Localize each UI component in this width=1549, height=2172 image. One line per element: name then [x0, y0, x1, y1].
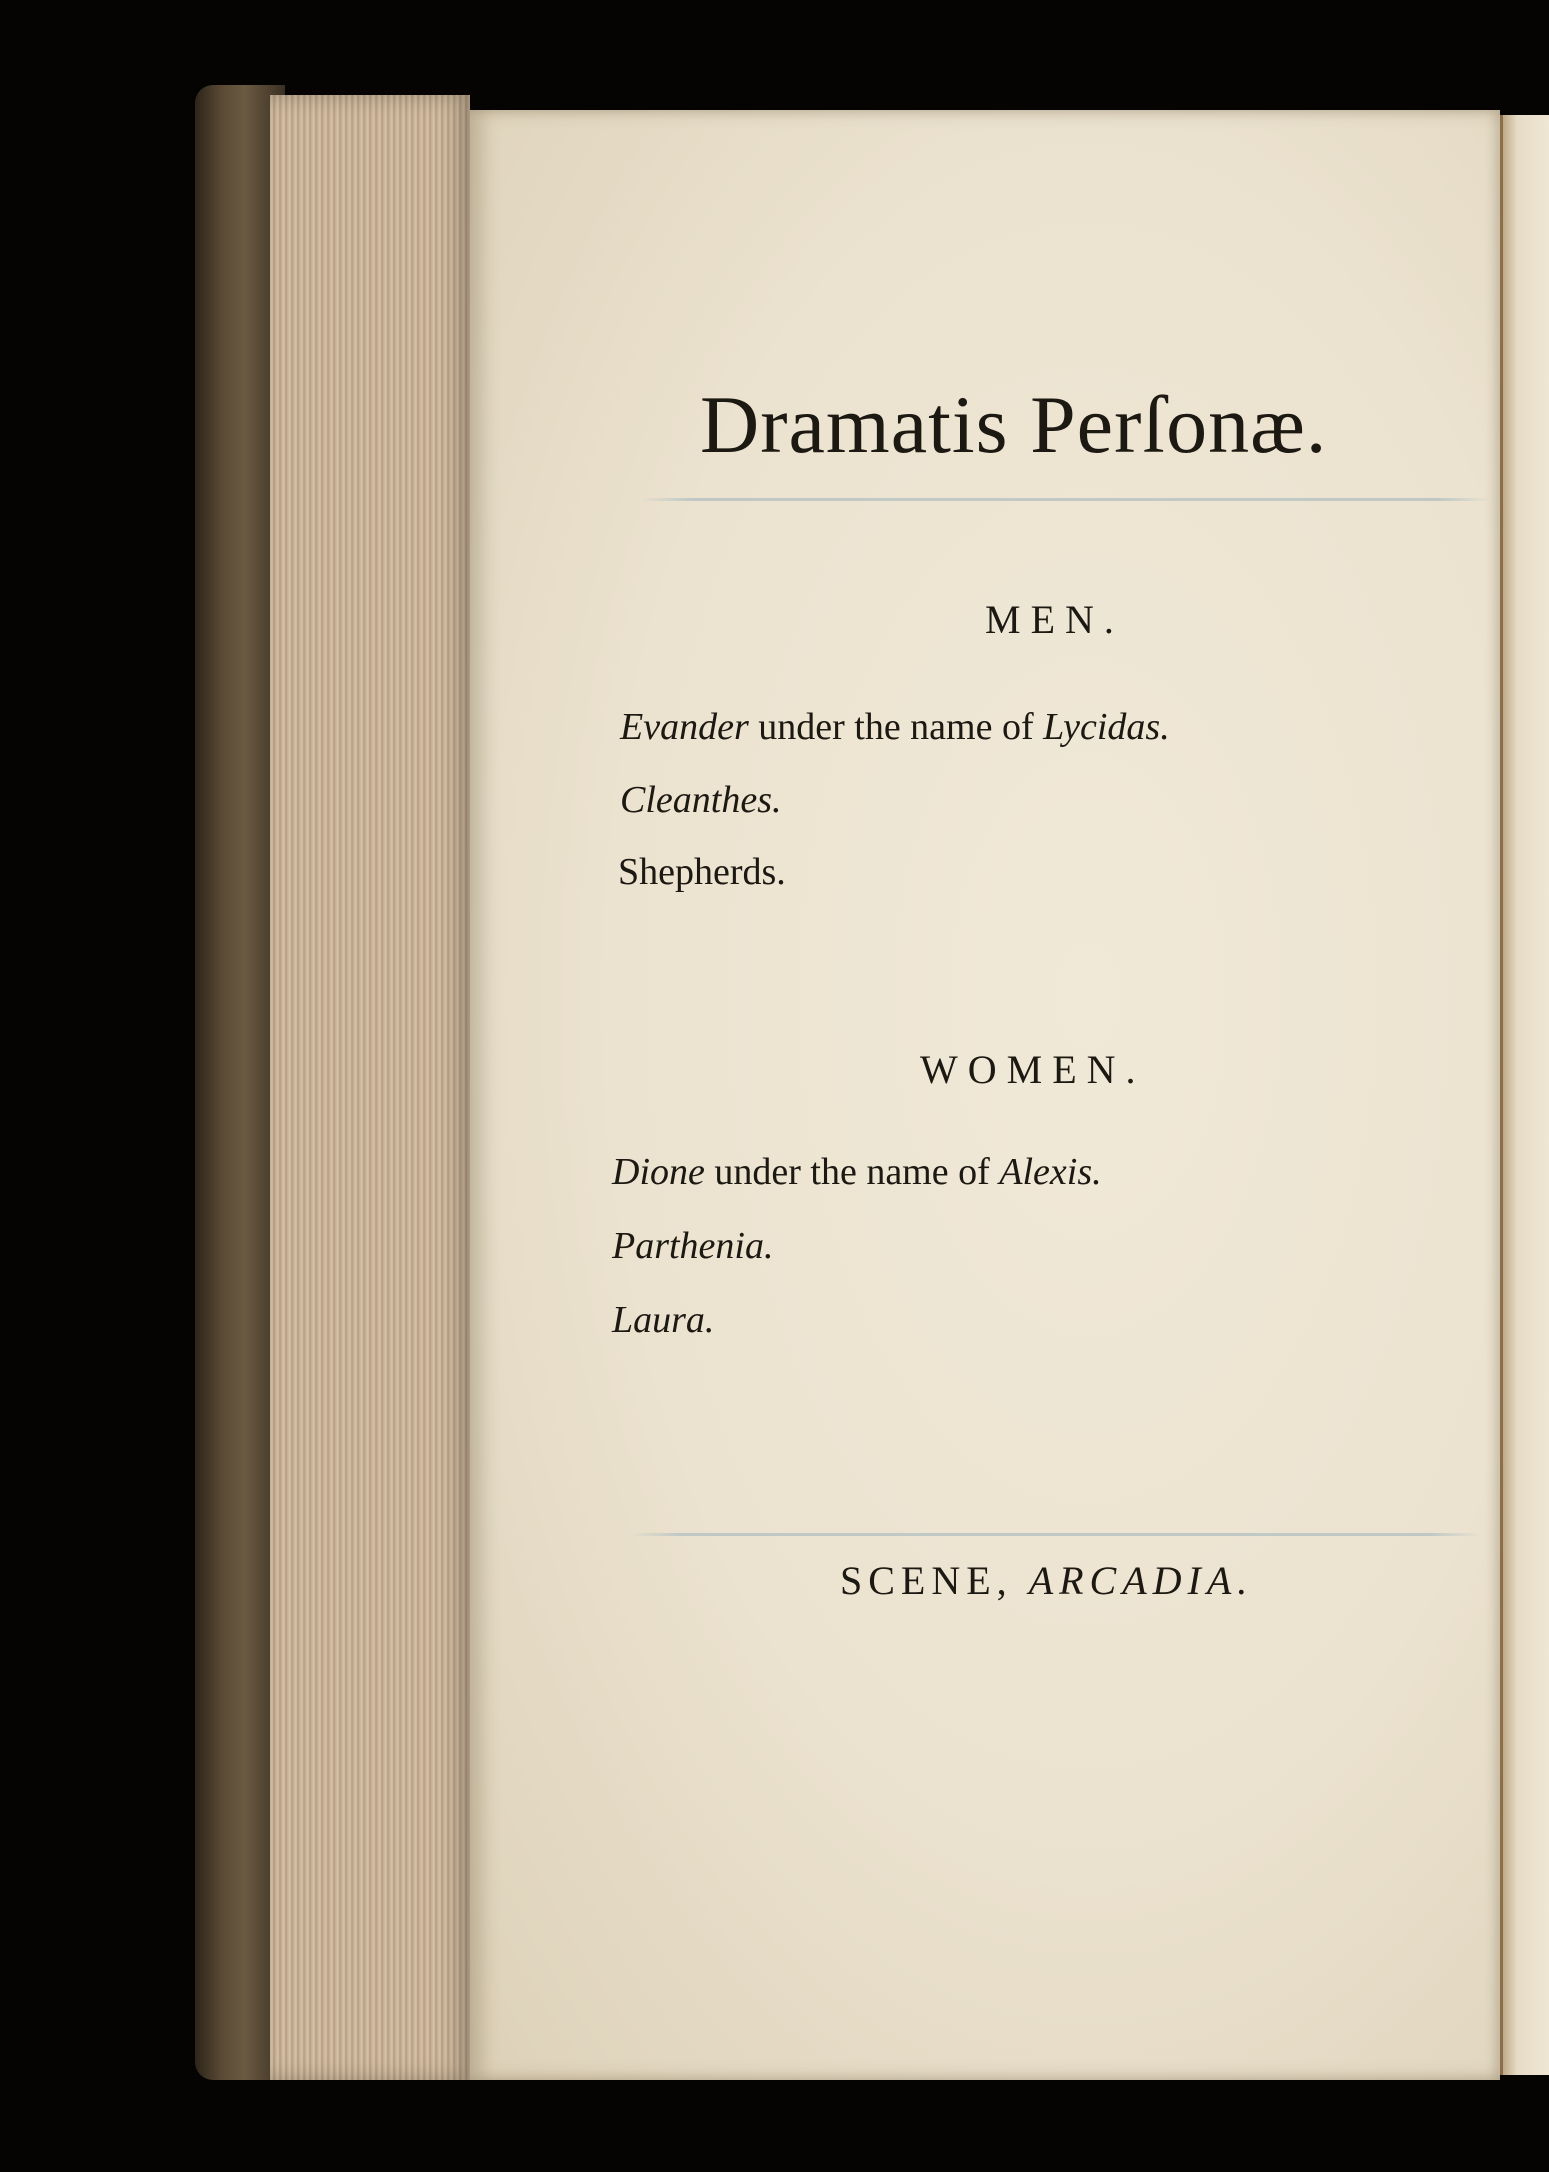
cast-line-laura: [612, 1298, 714, 1342]
connector-text: under the name of: [704, 1151, 1000, 1193]
character-name: Dione: [612, 1151, 705, 1193]
cast-line-dione: [612, 1150, 1102, 1194]
women-heading: WOMEN.: [920, 1047, 1146, 1092]
men-heading: MEN.: [985, 597, 1124, 642]
connector-text: under the name of: [748, 706, 1044, 748]
character-group: Shepherds.: [618, 851, 786, 893]
bottom-rule: [630, 1533, 1480, 1536]
character-alias: Lycidas.: [1043, 706, 1170, 748]
cast-line-parthenia: [612, 1224, 773, 1268]
top-rule: [640, 498, 1490, 501]
character-name: Evander: [620, 706, 749, 748]
cast-line-cleanthes: [620, 778, 781, 822]
gutter: [1500, 115, 1503, 2075]
character-name: Parthenia.: [612, 1225, 774, 1267]
cast-line-evander: [620, 705, 1170, 749]
scene-place: ARCADIA.: [1028, 1558, 1254, 1603]
page-edges: [270, 95, 470, 2080]
character-name: Cleanthes.: [620, 779, 782, 821]
character-name: Laura.: [612, 1299, 715, 1341]
facing-page: [1500, 115, 1549, 2075]
cast-line-shepherds: [618, 850, 786, 894]
character-alias: Alexis.: [999, 1151, 1102, 1193]
page-title: Dramatis Perſonæ.: [700, 379, 1328, 470]
scene-line: [840, 1557, 1253, 1604]
scene-label: SCENE,: [840, 1558, 1013, 1603]
